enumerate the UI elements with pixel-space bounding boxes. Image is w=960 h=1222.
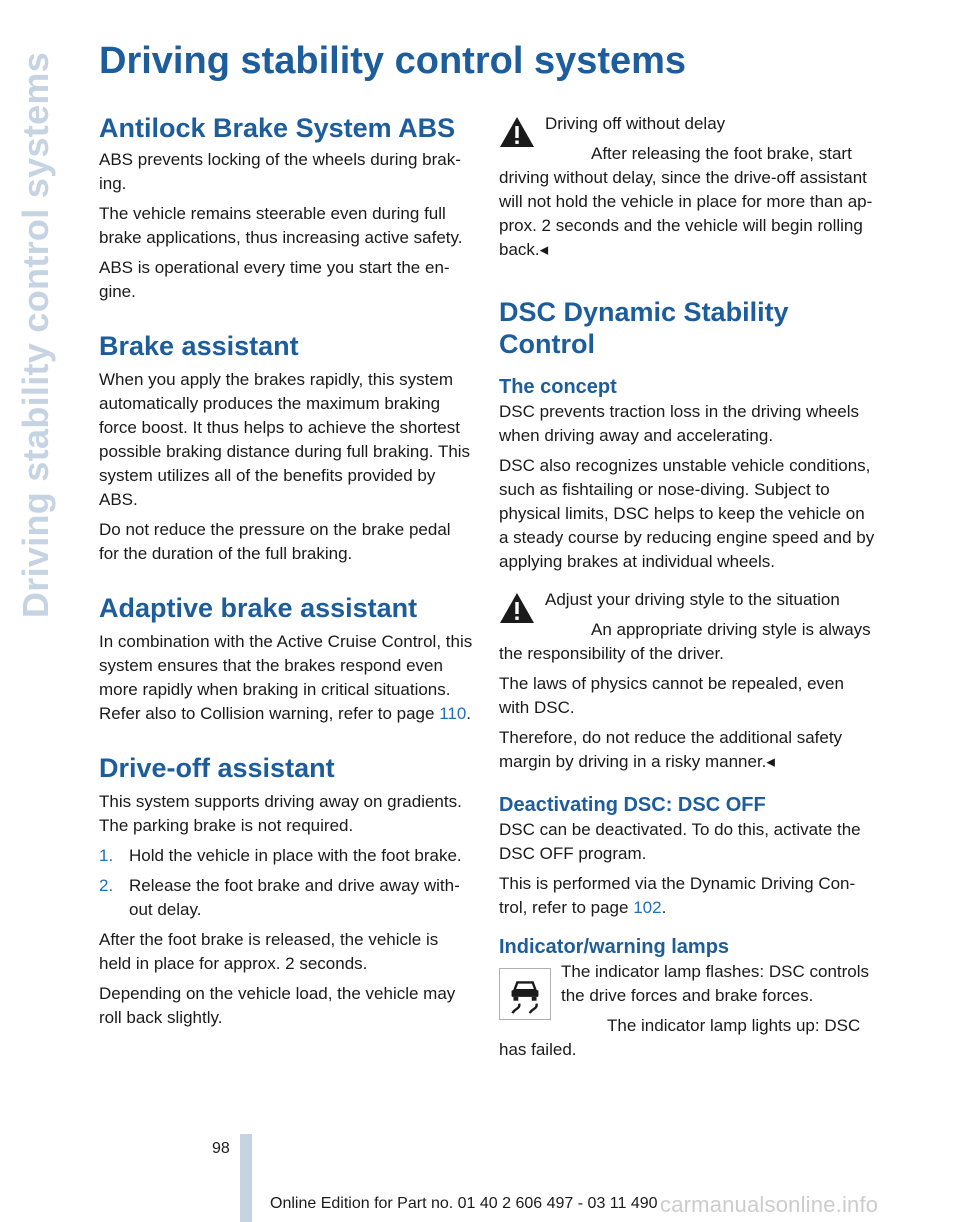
side-chapter-title <box>0 30 72 640</box>
section-drive-off-assistant <box>99 752 475 1030</box>
deactivating-dsc-heading: Deactivating DSC: DSC OFF <box>499 794 766 816</box>
brake-assistant-heading: Brake assistant <box>99 331 299 361</box>
drive-off-paragraph-1: This system supports driving away on gradients. The parking brake is not required. <box>99 792 462 835</box>
section-deactivating-dsc <box>499 792 875 920</box>
step-text: Hold the vehicle in place with the foot brake. <box>129 846 462 865</box>
section-dsc <box>499 296 875 574</box>
warning-paragraph-3: Therefore, do not reduce the additional safety margin by driving in a risky manner.◂ <box>499 728 843 771</box>
lamp-text-2: The indicator lamp lights up: DSC has failed. <box>499 1016 861 1059</box>
section-indicator-lamps <box>499 934 875 1062</box>
page-title: Driving stability control systems <box>99 40 687 82</box>
adaptive-brake-assistant-paragraph <box>99 630 475 726</box>
warning-driving-style <box>499 588 875 774</box>
adaptive-text-end: . <box>466 704 472 723</box>
dsc-paragraph-2: DSC also recognizes unstable vehicle conditions, such as fishtailing or nose-diving. Subject to physical limits, DSC helps to keep the vehicle on a steady course by reducing engine speed and by applying brakes at individual wheels. <box>499 456 875 571</box>
warning-triangle-icon <box>499 592 535 624</box>
lamp-text-1: The indicator lamp flashes: DSC controls the drive forces and brake forces. <box>561 962 870 1005</box>
watermark-logo: carmanualsonline.info <box>660 1192 879 1217</box>
drive-off-steps <box>99 844 475 922</box>
brake-assistant-paragraph-2: Do not reduce the pressure on the brake pedal for the duration of the full braking. <box>99 520 451 563</box>
deactivating-text: This is performed via the Dynamic Driving Control, refer to page <box>499 874 856 917</box>
warning-drive-off <box>499 112 875 262</box>
step-text: Release the foot brake and drive away without delay. <box>129 876 460 919</box>
right-column <box>499 112 875 1068</box>
warning-text: An appropriate driving style is always the responsibility of the driver. <box>499 620 871 663</box>
page-link-110[interactable]: 110 <box>439 704 467 723</box>
indicator-lamps-heading: Indicator/warning lamps <box>499 936 730 958</box>
warning-title: Driving off without delay <box>545 114 726 133</box>
footer-edition: Online Edition for Part no. 01 40 2 606 497 - 03 11 490 <box>270 1195 658 1212</box>
abs-heading: Antilock Brake System ABS <box>99 113 456 143</box>
drive-off-assistant-heading: Drive-off assistant <box>99 753 335 783</box>
deactivating-paragraph-2 <box>499 872 875 920</box>
drive-off-paragraph-2: After the foot brake is released, the vehicle is held in place for approx. 2 seconds. <box>99 930 439 973</box>
section-brake-assistant <box>99 330 475 566</box>
page-number: 98 <box>212 1140 230 1157</box>
brake-assistant-paragraph-1: When you apply the brakes rapidly, this system automatically produces the maximum braking force boost. It thus helps to achieve the shortest possible braking distance during full braking. This system utilizes all of the benefits provided by ABS. <box>99 370 471 509</box>
abs-paragraph-3: ABS is operational every time you start the engine. <box>99 258 450 301</box>
left-column <box>99 112 475 1036</box>
adaptive-text: In combination with the Active Cruise Control, this system ensures that the brakes respond even more rapidly when braking in critical situations. Refer also to Collision warning, refer to page <box>99 632 473 723</box>
warning-triangle-icon <box>499 116 535 148</box>
page-link-102[interactable]: 102 <box>633 898 662 917</box>
dsc-skid-car-icon <box>499 968 551 1020</box>
abs-paragraph-1: ABS prevents locking of the wheels during braking. <box>99 150 461 193</box>
dsc-heading: DSC Dynamic Stability Control <box>499 297 789 359</box>
side-chapter-title-text: Driving stability control systems <box>15 51 56 619</box>
warning-paragraph-2: The laws of physics cannot be repealed, even with DSC. <box>499 674 844 717</box>
footer-divider <box>240 1134 252 1222</box>
warning-title: Adjust your driving style to the situation <box>545 590 840 609</box>
section-adaptive-brake-assistant <box>99 592 475 726</box>
step-number: 2. <box>99 876 114 895</box>
section-abs <box>99 112 475 304</box>
deactivating-text-end: . <box>661 898 667 917</box>
step-number: 1. <box>99 846 114 865</box>
adaptive-brake-assistant-heading: Adaptive brake assistant <box>99 593 418 623</box>
abs-paragraph-2: The vehicle remains steerable even during full brake applications, thus increasing active safety. <box>99 204 463 247</box>
drive-off-paragraph-3: Depending on the vehicle load, the vehicle may roll back slightly. <box>99 984 456 1027</box>
list-item <box>99 874 475 922</box>
list-item <box>99 844 475 868</box>
dsc-paragraph-1: DSC prevents traction loss in the driving wheels when driving away and accelerating. <box>499 402 859 445</box>
deactivating-paragraph-1: DSC can be deactivated. To do this, activate the DSC OFF program. <box>499 820 861 863</box>
concept-heading: The concept <box>499 376 617 398</box>
warning-text: After releasing the foot brake, start driving without delay, since the drive-off assistant will not hold the vehicle in place for more than approx. 2 seconds and the vehicle will begin rolling back.◂ <box>499 144 873 259</box>
